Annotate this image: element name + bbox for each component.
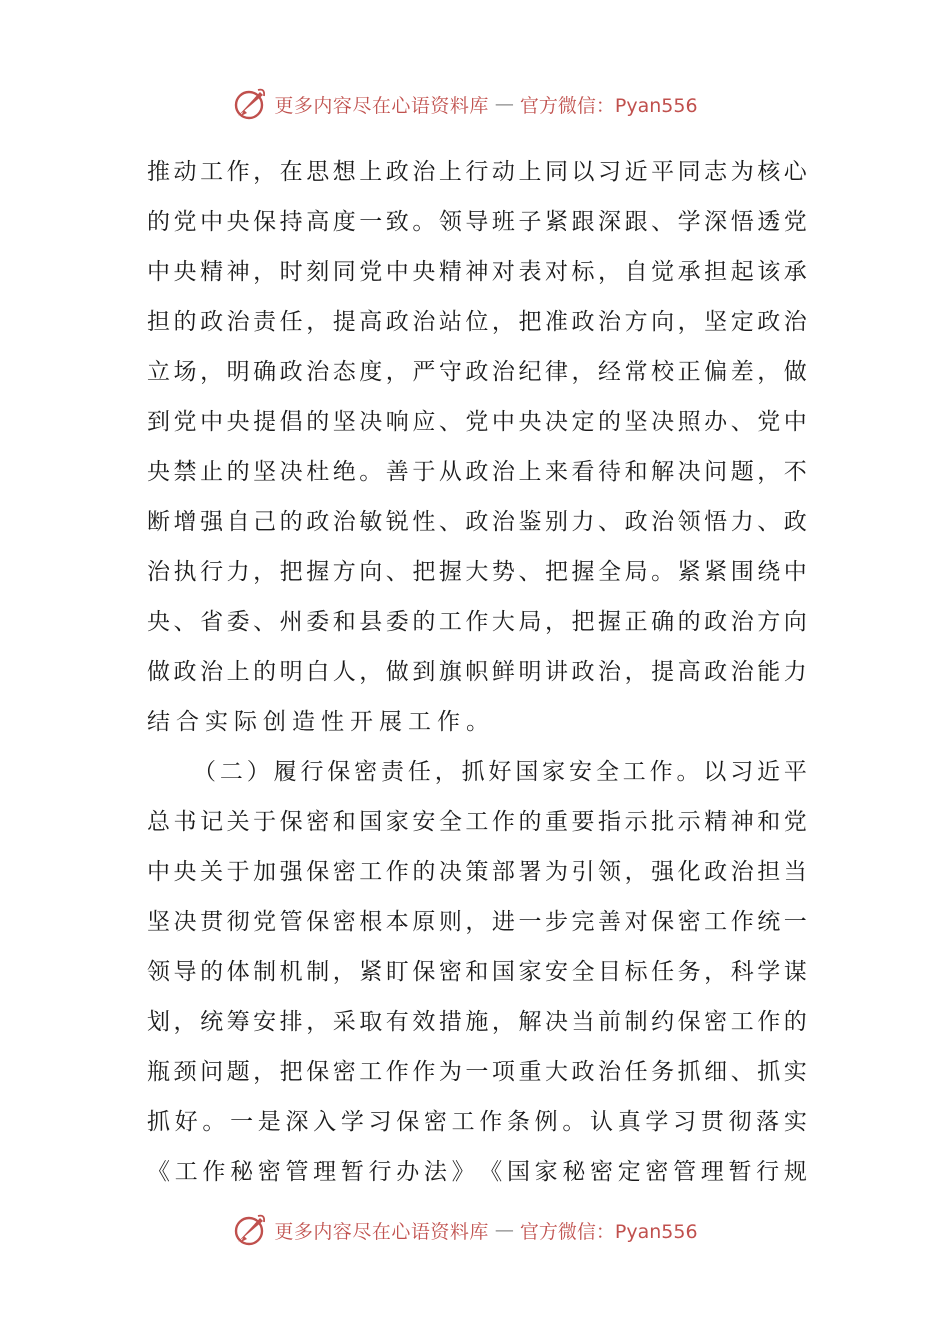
header-separator: — [494, 93, 514, 115]
footer-banner [0, 1210, 950, 1250]
quill-logo-icon [232, 86, 268, 122]
header-banner [0, 84, 950, 124]
footer-banner-inner [232, 1212, 697, 1248]
body-line: 的 党 中 央 保 持 高 度 一 致 。 领 导 班 子 紧 跟 深 跟 、 学 深 悟 透 党 [147, 209, 807, 235]
header-brand-text: 更多内容尽在心语资料库 [274, 94, 489, 117]
quill-logo-icon [232, 1212, 268, 1248]
header-banner-inner [232, 86, 697, 122]
body-line: 瓶 颈 问 题 ， 把 保 密 工 作 作 为 一 项 重 大 政 治 任 务 抓 细 、 抓 实 [147, 1059, 807, 1085]
body-line: 抓 好 。 一 是 深 入 学 习 保 密 工 作 条 例 。 认 真 学 习 贯 彻 落 实 [147, 1109, 807, 1135]
body-line: 结合实际创造性开展工作。 [147, 709, 495, 735]
body-line: 中 央 精 神 ， 时 刻 同 党 中 央 精 神 对 表 对 标 ， 自 觉 承 担 起 该 承 [147, 259, 807, 285]
body-line: 划 ， 统 筹 安 排 ， 采 取 有 效 措 施 ， 解 决 当 前 制 约 保 密 工 作 的 [147, 1009, 807, 1035]
body-line: 断 增 强 自 己 的 政 治 敏 锐 性 、 政 治 鉴 别 力 、 政 治 领 悟 力 、 政 [147, 509, 807, 535]
body-line: 立 场 ， 明 确 政 治 态 度 ， 严 守 政 治 纪 律 ， 经 常 校 正 偏 差 ， 做 [147, 359, 807, 385]
section-heading-line: （ 二 ） 履 行 保 密 责 任 ， 抓 好 国 家 安 全 工 作 。 以 习 近 平 [193, 759, 807, 785]
body-line: 治 执 行 力 ， 把 握 方 向 、 把 握 大 势 、 把 握 全 局 。 紧 紧 围 绕 中 [147, 559, 807, 585]
header-wechat-text: 官方微信：Pyan556 [519, 94, 698, 117]
body-line: 央 、 省 委 、 州 委 和 县 委 的 工 作 大 局 ， 把 握 正 确 的 政 治 方 向 [147, 609, 807, 635]
footer-separator: — [494, 1219, 514, 1241]
body-line: 央 禁 止 的 坚 决 杜 绝 。 善 于 从 政 治 上 来 看 待 和 解 决 问 题 ， 不 [147, 459, 807, 485]
body-line: 中 央 关 于 加 强 保 密 工 作 的 决 策 部 署 为 引 领 ， 强 化 政 治 担 当 [147, 859, 807, 885]
body-line: 做 政 治 上 的 明 白 人 ， 做 到 旗 帜 鲜 明 讲 政 治 ， 提 高 政 治 能 力 [147, 659, 807, 685]
body-line: 担 的 政 治 责 任 ， 提 高 政 治 站 位 ， 把 准 政 治 方 向 ， 坚 定 政 治 [147, 309, 807, 335]
body-line: 推 动 工 作 ， 在 思 想 上 政 治 上 行 动 上 同 以 习 近 平 同 志 为 核 心 [147, 159, 807, 185]
body-line: 总 书 记 关 于 保 密 和 国 家 安 全 工 作 的 重 要 指 示 批 示 精 神 和 党 [147, 809, 807, 835]
body-line: 坚 决 贯 彻 党 管 保 密 根 本 原 则 ， 进 一 步 完 善 对 保 密 工 作 统 一 [147, 909, 807, 935]
body-line: 《 工 作 秘 密 管 理 暂 行 办 法 》 《 国 家 秘 密 定 密 管 理 暂 行 规 [147, 1159, 807, 1185]
footer-brand-text: 更多内容尽在心语资料库 [274, 1220, 489, 1243]
document-body [147, 147, 807, 1197]
body-line: 到 党 中 央 提 倡 的 坚 决 响 应 、 党 中 央 决 定 的 坚 决 照 办 、 党 中 [147, 409, 807, 435]
footer-wechat-text: 官方微信：Pyan556 [519, 1220, 698, 1243]
body-line: 领 导 的 体 制 机 制 ， 紧 盯 保 密 和 国 家 安 全 目 标 任 务 ， 科 学 谋 [147, 959, 807, 985]
